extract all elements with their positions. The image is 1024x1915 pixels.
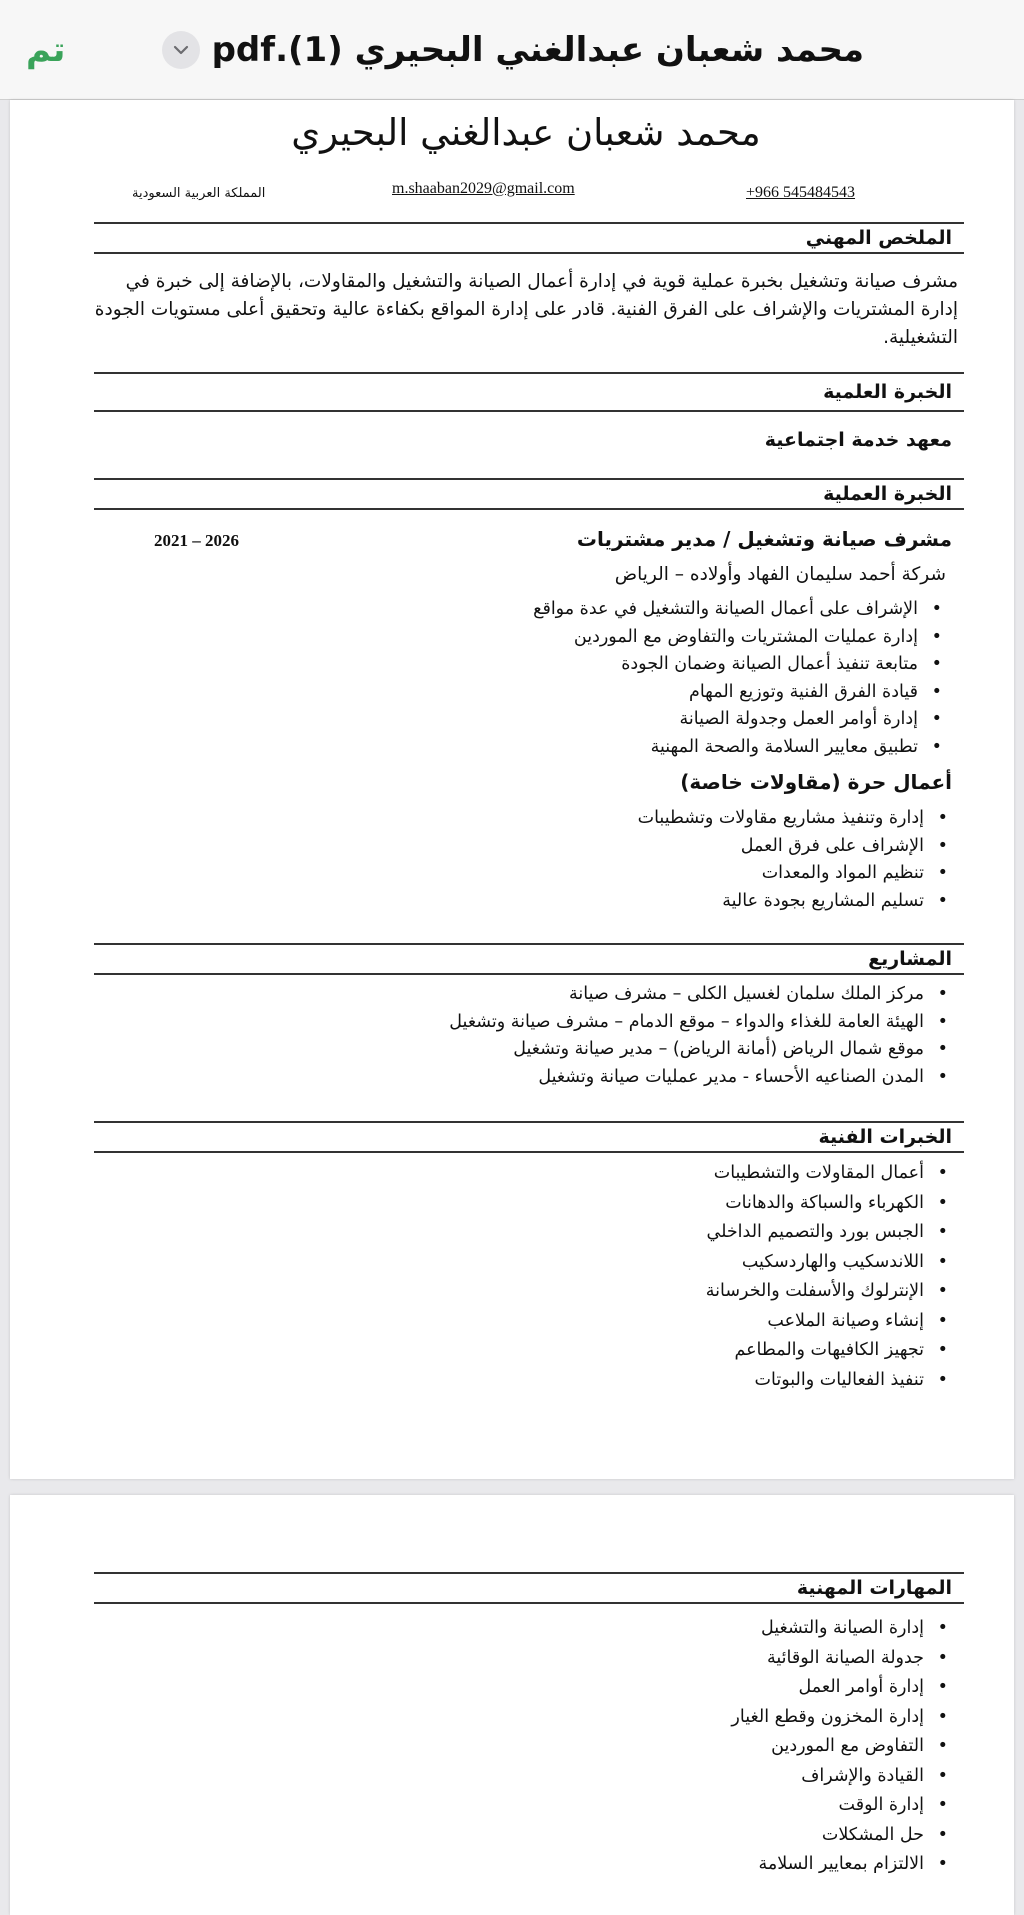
divider: [94, 973, 964, 975]
summary-heading: الملخص المهني: [805, 227, 952, 249]
title-area[interactable]: [162, 30, 864, 70]
list-item: • قيادة الفرق الفنية وتوزيع المهام: [94, 679, 948, 707]
list-item: • تسليم المشاريع بجودة عالية: [94, 888, 954, 916]
pdf-page-2: [10, 1495, 1014, 1915]
job2-title: أعمال حرة (مقاولات خاصة): [680, 770, 952, 794]
job-title: مشرف صيانة وتشغيل / مدير مشتريات: [576, 527, 952, 551]
list-item: • حل المشكلات: [94, 1821, 954, 1851]
list-item: • القيادة والإشراف: [94, 1762, 954, 1792]
projects-list: [94, 981, 958, 1091]
list-item: • إدارة أوامر العمل وجدولة الصيانة: [94, 706, 948, 734]
list-item: • المدن الصناعيه الأحساء - مدير عمليات صيانة وتشغيل: [94, 1064, 954, 1092]
list-item: • إدارة المخزون وقطع الغيار: [94, 1703, 954, 1733]
list-item: • الهيئة العامة للغذاء والدواء – موقع الدمام – مشرف صيانة وتشغيل: [94, 1009, 954, 1037]
job1-duties: [94, 596, 958, 761]
resume-name: محمد شعبان عبدالغني البحيري: [291, 111, 761, 154]
list-item: • تطبيق معايير السلامة والصحة المهنية: [94, 734, 948, 762]
phone-link[interactable]: +966 545484543: [746, 184, 856, 201]
pdf-page-1: [10, 100, 1014, 1479]
job1-header: [94, 524, 958, 554]
list-item: • إدارة الصيانة والتشغيل: [94, 1614, 954, 1644]
projects-heading: المشاريع: [868, 948, 952, 970]
list-item: • الإنترلوك والأسفلت والخرسانة: [94, 1277, 954, 1307]
chevron-down-icon[interactable]: [162, 31, 200, 69]
list-item: • إدارة أوامر العمل: [94, 1673, 954, 1703]
email-link[interactable]: m.shaaban2029@gmail.com: [392, 180, 575, 197]
list-item: • الكهرباء والسباكة والدهانات: [94, 1189, 954, 1219]
viewer-toolbar: [0, 0, 1024, 100]
skills-heading: المهارات المهنية: [796, 1577, 952, 1599]
company-name: شركة أحمد سليمان الفهاد وأولاده – الرياض: [614, 564, 946, 585]
done-button[interactable]: تم: [26, 29, 66, 70]
list-item: • متابعة تنفيذ أعمال الصيانة وضمان الجودة: [94, 651, 948, 679]
list-item: • تنفيذ الفعاليات والبوتات: [94, 1366, 954, 1396]
list-item: • مركز الملك سلمان لغسيل الكلى – مشرف صيانة: [94, 981, 954, 1009]
job-dates: 2021 – 2026: [154, 531, 239, 550]
list-item: • موقع شمال الرياض (أمانة الرياض) – مدير صيانة وتشغيل: [94, 1036, 954, 1064]
education-item: معهد خدمة اجتماعية: [764, 429, 952, 451]
list-item: • إدارة الوقت: [94, 1791, 954, 1821]
location: المملكة العربية السعودية: [132, 186, 266, 201]
technical-list: [94, 1159, 958, 1395]
technical-heading: الخبرات الفنية: [818, 1126, 952, 1148]
summary-text: مشرف صيانة وتشغيل بخبرة عملية قوية في إدارة أعمال الصيانة والتشغيل والمقاولات، بالإضافة إلى خبرة في إدارة المشتريات والإشراف على الفرق الفنية. قادر على إدارة المواقع بكفاءة عالية وتحقيق أعلى مستويات الجودة التشغيلية.: [94, 271, 958, 348]
list-item: • تجهيز الكافيهات والمطاعم: [94, 1336, 954, 1366]
list-item: • اللاندسكيب والهاردسكيب: [94, 1248, 954, 1278]
experience-heading: الخبرة العملية: [823, 483, 952, 505]
list-item: • جدولة الصيانة الوقائية: [94, 1644, 954, 1674]
list-item: • إنشاء وصيانة الملاعب: [94, 1307, 954, 1337]
list-item: • تنظيم المواد والمعدات: [94, 860, 954, 888]
list-item: • الالتزام بمعايير السلامة: [94, 1850, 954, 1880]
list-item: • الإشراف على أعمال الصيانة والتشغيل في عدة مواقع: [94, 596, 948, 624]
divider: [94, 508, 964, 510]
list-item: • إدارة وتنفيذ مشاريع مقاولات وتشطيبات: [94, 805, 954, 833]
skills-list: [94, 1614, 958, 1880]
document-title[interactable]: محمد شعبان عبدالغني البحيري (1).pdf: [211, 29, 864, 70]
divider: [94, 1602, 964, 1604]
education-heading: الخبرة العلمية: [823, 381, 952, 403]
list-item: • إدارة عمليات المشتريات والتفاوض مع الموردين: [94, 624, 948, 652]
list-item: • الجبس بورد والتصميم الداخلي: [94, 1218, 954, 1248]
job2-duties: [94, 805, 958, 915]
list-item: • التفاوض مع الموردين: [94, 1732, 954, 1762]
list-item: • الإشراف على فرق العمل: [94, 833, 954, 861]
list-item: • أعمال المقاولات والتشطيبات: [94, 1159, 954, 1189]
divider: [94, 410, 964, 412]
divider: [94, 372, 964, 374]
divider: [94, 252, 964, 254]
divider: [94, 1151, 964, 1153]
contact-row: [94, 182, 958, 222]
